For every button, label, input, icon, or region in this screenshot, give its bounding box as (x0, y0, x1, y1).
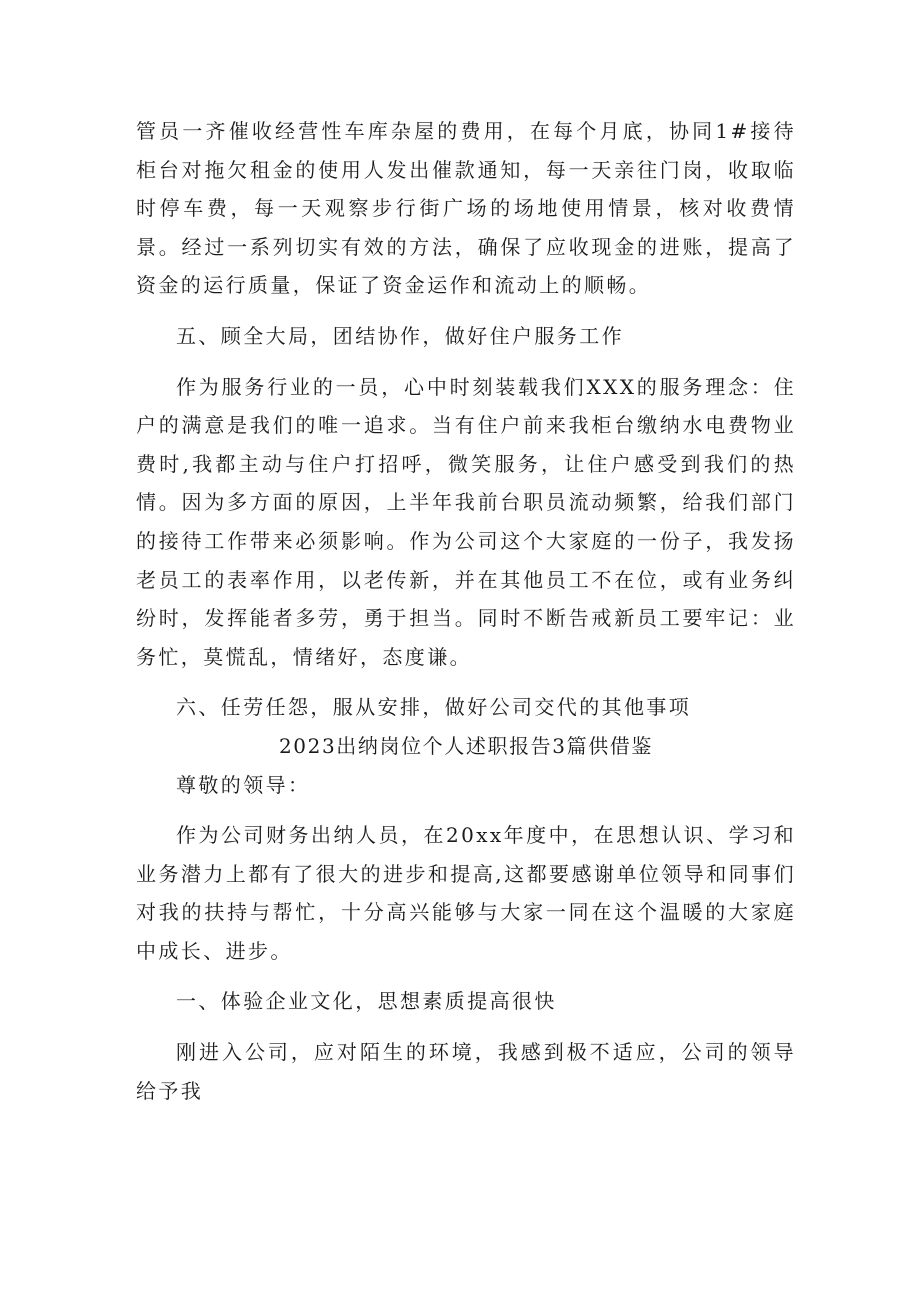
paragraph-spacer (136, 676, 796, 688)
paragraph-fee-collection: 管员一齐催收经营性车库杂屋的费用，在每个月底，协同1#接待柜台对拖欠租金的使用人发出催款通知，每一天亲往门岗，收取临时停车费，每一天观察步行街广场的场地使用情景，核对收费情景。经过一系列切实有效的方法，确保了应收现金的进账，提高了资金的运行质量，保证了资金运作和流动上的顺畅。 (136, 119, 796, 298)
paragraph-resident-service: 作为服务行业的一员，心中时刻装载我们XXX的服务理念：住户的满意是我们的唯一追求。当有住户前来我柜台缴纳水电费物业费时,我都主动与住户打招呼，微笑服务，让住户感受到我们的热情。因为多方面的原因，上半年我前台职员流动频繁，给我们部门的接待工作带来必须影响。作为公司这个大家庭的一份子，我发扬老员工的表率作用，以老传新，并在其他员工不在位，或有业务纠纷时，发挥能者多劳，勇于担当。同时不断告戒新员工要牢记：业务忙，莫慌乱，情绪好，态度谦。 (136, 374, 796, 669)
paragraph-spacer (136, 305, 796, 317)
section-heading-six: 六、任劳任怨，服从安排，做好公司交代的其他事项 (176, 695, 692, 720)
document-title: 2023出纳岗位个人述职报告3篇供借鉴 (278, 733, 654, 758)
salutation: 尊敬的领导： (176, 772, 311, 797)
paragraph-spacer (136, 1021, 796, 1033)
paragraph-introduction: 作为公司财务出纳人员，在20xx年度中，在思想认识、学习和业务潜力上都有了很大的进步和提高,这都要感谢单位领导和同事们对我的扶持与帮忙，十分高兴能够与大家一同在这个温暖的大家庭中成长、进步。 (136, 823, 796, 963)
paragraph-spacer (136, 804, 796, 816)
paragraph-joining-company: 刚进入公司，应对陌生的环境，我感到极不适应，公司的领导给予我 (136, 1040, 796, 1103)
section-heading-five: 五、顾全大局，团结协作，做好住户服务工作 (176, 323, 624, 348)
section-heading-one: 一、体验企业文化，思想素质提高很快 (176, 989, 557, 1014)
paragraph-spacer (136, 970, 796, 982)
paragraph-spacer (136, 356, 796, 368)
document-body (136, 112, 796, 1110)
